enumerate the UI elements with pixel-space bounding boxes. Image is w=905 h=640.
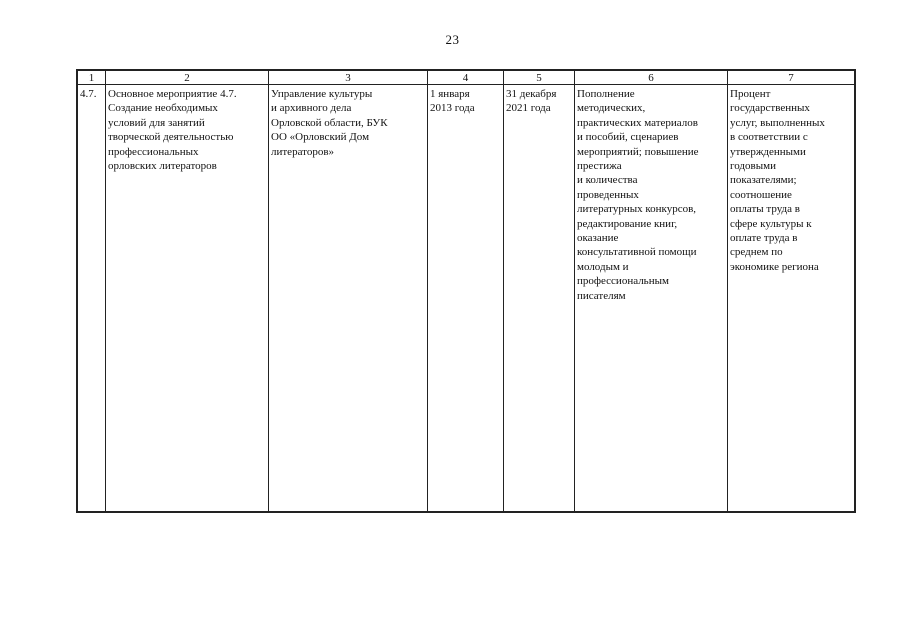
column-header: 6 — [575, 71, 728, 85]
start-date-cell — [428, 85, 504, 512]
executor-cell — [269, 85, 428, 512]
end-date-cell — [504, 85, 575, 512]
program-table — [77, 70, 855, 512]
column-header: 3 — [269, 71, 428, 85]
activity-cell — [106, 85, 269, 512]
column-number-row — [78, 71, 855, 85]
start-date-text: 1 января 2013 года — [430, 88, 475, 115]
activity-text: Основное мероприятие 4.7. Создание необходимых условий для занятий творческой деятельностью профессиональных орловских литераторов — [108, 88, 237, 173]
column-header: 4 — [428, 71, 504, 85]
end-date-text: 31 декабря 2021 года — [506, 88, 557, 115]
page-number: 23 — [445, 32, 460, 47]
column-header: 5 — [504, 71, 575, 85]
result-cell — [575, 85, 728, 512]
table-row — [78, 85, 855, 512]
indicators-text: Процент государственных услуг, выполненных в соответствии с утвержденными годовыми показателями; соотношение оплаты труда в сфере культуры к оплате труда в среднем по экономике региона — [730, 88, 825, 273]
result-text: Пополнение методических, практических материалов и пособий, сценариев мероприятий; повышение престижа и количества проведенных литературных конкурсов, редактирование книг, оказание консультативной помощи молодым и профессиональным писателям — [577, 88, 699, 302]
column-header: 7 — [728, 71, 855, 85]
row-number-cell — [78, 85, 106, 512]
indicators-cell — [728, 85, 855, 512]
column-header: 2 — [106, 71, 269, 85]
row-number: 4.7. — [80, 88, 97, 100]
executor-text: Управление культуры и архивного дела Орловской области, БУК ОО «Орловский Дом литераторов» — [271, 88, 388, 158]
column-header: 1 — [78, 71, 106, 85]
